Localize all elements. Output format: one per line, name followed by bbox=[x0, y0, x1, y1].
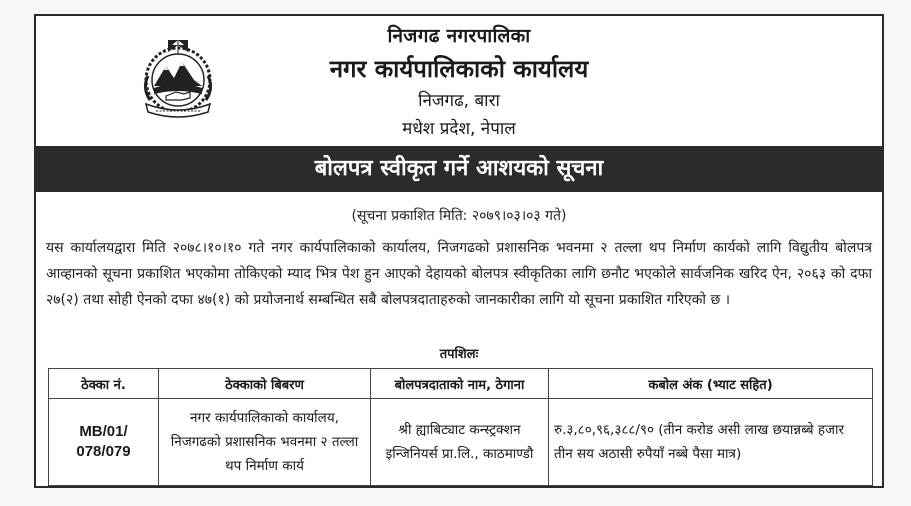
notice-header bbox=[36, 16, 882, 148]
office-province: मधेश प्रदेश, नेपाल bbox=[402, 119, 516, 139]
notice-body: यस कार्यालयद्वारा मिति २०७८।१०।१० गते नगर कार्यपालिकाको कार्यालय, निजगढको प्रशासनिक भवनमा २ तल्ला थप निर्माण कार्यको लागि विद्युतीय बोलपत्र आव्हानको सूचना प्रकाशित भएकोमा तोकिएको म्याद भित्र पेश हुन आएको देहायको बोलपत्र स्वीकृतिका लागि छनौट भएकोले सार्वजनिक खरिद ऐन, २०६३ को दफा २७(२) तथा सोही ऐनको दफा ४७(१) को प्रयोजनार्थ सम्बन्धित सबै बोलपत्रदाताहरुको जानकारीका लागि यो सूचना प्रकाशित गरिएको छ । bbox=[46, 240, 872, 308]
table-header-row bbox=[49, 369, 873, 399]
header-bid-amount: कबोल अंक (भ्याट सहित) bbox=[549, 369, 873, 399]
bid-amount: रु.३,८०,९६,३८८/९० (तीन करोड असी लाख छयान्नब्बे हजार तीन सय अठासी रुपैयाँ नब्बे पैसा मात्र) bbox=[549, 399, 873, 486]
municipality-name: निजगढ नगरपालिका bbox=[387, 25, 531, 47]
header-bidder: बोलपत्रदाताको नाम, ठेगाना bbox=[371, 369, 549, 399]
notice-title: बोलपत्र स्वीकृत गर्ने आशयको सूचना bbox=[36, 146, 882, 192]
contract-description: नगर कार्यपालिकाको कार्यालय, निजगढको प्रशासनिक भवनमा २ तल्ला थप निर्माण कार्य bbox=[159, 399, 371, 486]
header-contract-no: ठेक्का नं. bbox=[49, 369, 159, 399]
office-location: निजगढ, बारा bbox=[418, 91, 500, 111]
table-row bbox=[49, 399, 873, 486]
publication-date: (सूचना प्रकाशित मिति: २०७९।०३।०३ गते) bbox=[351, 208, 567, 224]
contract-number-cell bbox=[49, 399, 159, 486]
header-description: ठेक्काको बिबरण bbox=[159, 369, 371, 399]
office-name: नगर कार्यपालिकाको कार्यालय bbox=[329, 55, 589, 83]
notice-frame bbox=[34, 14, 884, 488]
contract-number-line1: MB/01/ bbox=[79, 423, 128, 440]
contract-table bbox=[48, 368, 873, 486]
contract-number-line2: 078/079 bbox=[76, 443, 131, 460]
details-heading: तपशिलः bbox=[439, 347, 479, 362]
bidder-name-address: श्री ह्याबिट्याट कन्स्ट्रक्शन इन्जिनियर्स प्रा.लि., काठमाण्डौ bbox=[371, 399, 549, 486]
